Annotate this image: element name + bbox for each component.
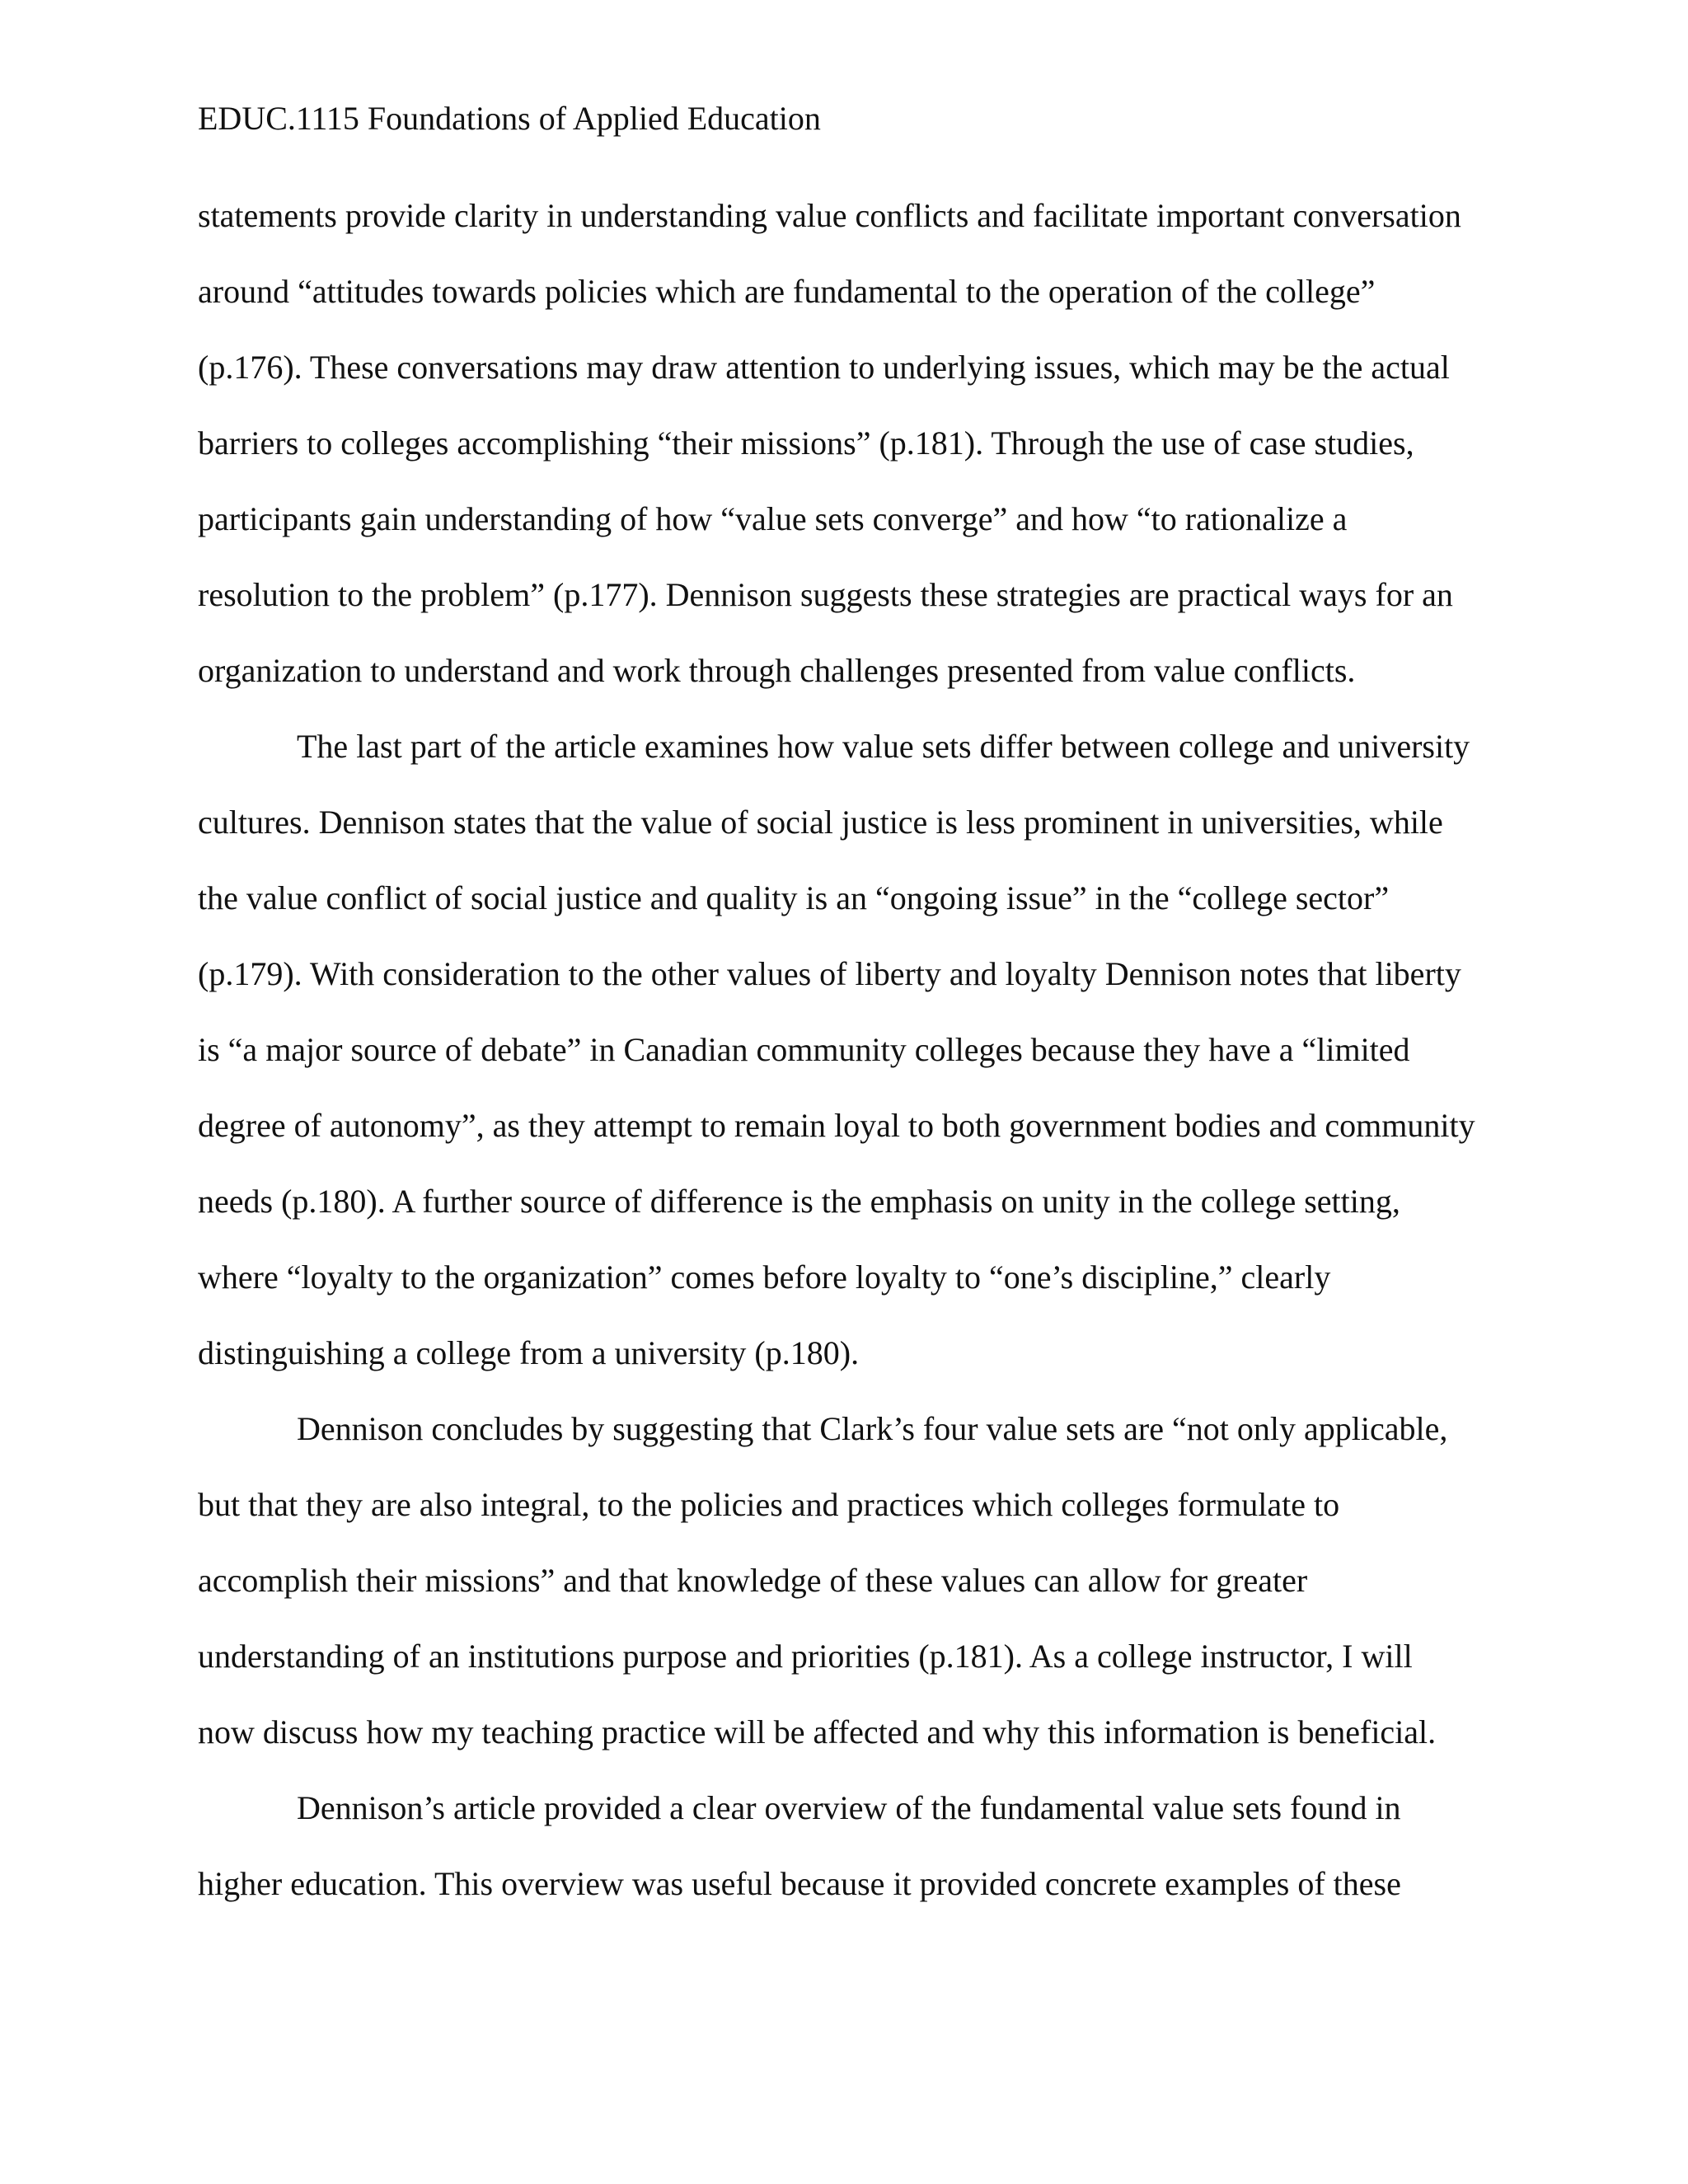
text-line: degree of autonomy”, as they attempt to remain loyal to both government bodies and community bbox=[198, 1107, 1475, 1144]
text-line: organization to understand and work through challenges presented from value conflicts. bbox=[198, 652, 1356, 689]
text-line: barriers to colleges accomplishing “their missions” (p.181). Through the use of case studies, bbox=[198, 424, 1414, 462]
text-line: the value conflict of social justice and quality is an “ongoing issue” in the “college sector” bbox=[198, 879, 1390, 916]
paragraph-first-line: Dennison’s article provided a clear overview of the fundamental value sets found in bbox=[297, 1789, 1401, 1826]
text-line: is “a major source of debate” in Canadian community colleges because they have a “limited bbox=[198, 1031, 1410, 1068]
text-line: where “loyalty to the organization” comes before loyalty to “one’s discipline,” clearly bbox=[198, 1258, 1331, 1296]
text-line: now discuss how my teaching practice will be affected and why this information is beneficial. bbox=[198, 1713, 1437, 1750]
text-line: accomplish their missions” and that knowledge of these values can allow for greater bbox=[198, 1562, 1308, 1599]
text-line: needs (p.180). A further source of difference is the emphasis on unity in the college setting, bbox=[198, 1183, 1400, 1220]
text-line: resolution to the problem” (p.177). Dennison suggests these strategies are practical ways for an bbox=[198, 576, 1453, 613]
body-text bbox=[198, 189, 1500, 1933]
text-line: (p.176). These conversations may draw attention to underlying issues, which may be the actual bbox=[198, 349, 1450, 386]
text-line: but that they are also integral, to the policies and practices which colleges formulate to bbox=[198, 1486, 1340, 1523]
paragraph-first-line: The last part of the article examines how value sets differ between college and university bbox=[297, 728, 1470, 765]
text-line: distinguishing a college from a university (p.180). bbox=[198, 1334, 860, 1371]
text-line: participants gain understanding of how “value sets converge” and how “to rationalize a bbox=[198, 500, 1348, 537]
running-header: EDUC.1115 Foundations of Applied Education bbox=[198, 100, 821, 137]
paragraph-first-line: Dennison concludes by suggesting that Clark’s four value sets are “not only applicable, bbox=[297, 1410, 1448, 1447]
text-line: (p.179). With consideration to the other values of liberty and loyalty Dennison notes that liberty bbox=[198, 955, 1461, 992]
text-line: statements provide clarity in understanding value conflicts and facilitate important conversation bbox=[198, 197, 1461, 234]
text-line: cultures. Dennison states that the value of social justice is less prominent in universities, while bbox=[198, 804, 1443, 841]
text-line: understanding of an institutions purpose and priorities (p.181). As a college instructor, I will bbox=[198, 1638, 1413, 1675]
text-line: higher education. This overview was useful because it provided concrete examples of these bbox=[198, 1865, 1401, 1902]
text-line: around “attitudes towards policies which are fundamental to the operation of the college” bbox=[198, 273, 1376, 310]
